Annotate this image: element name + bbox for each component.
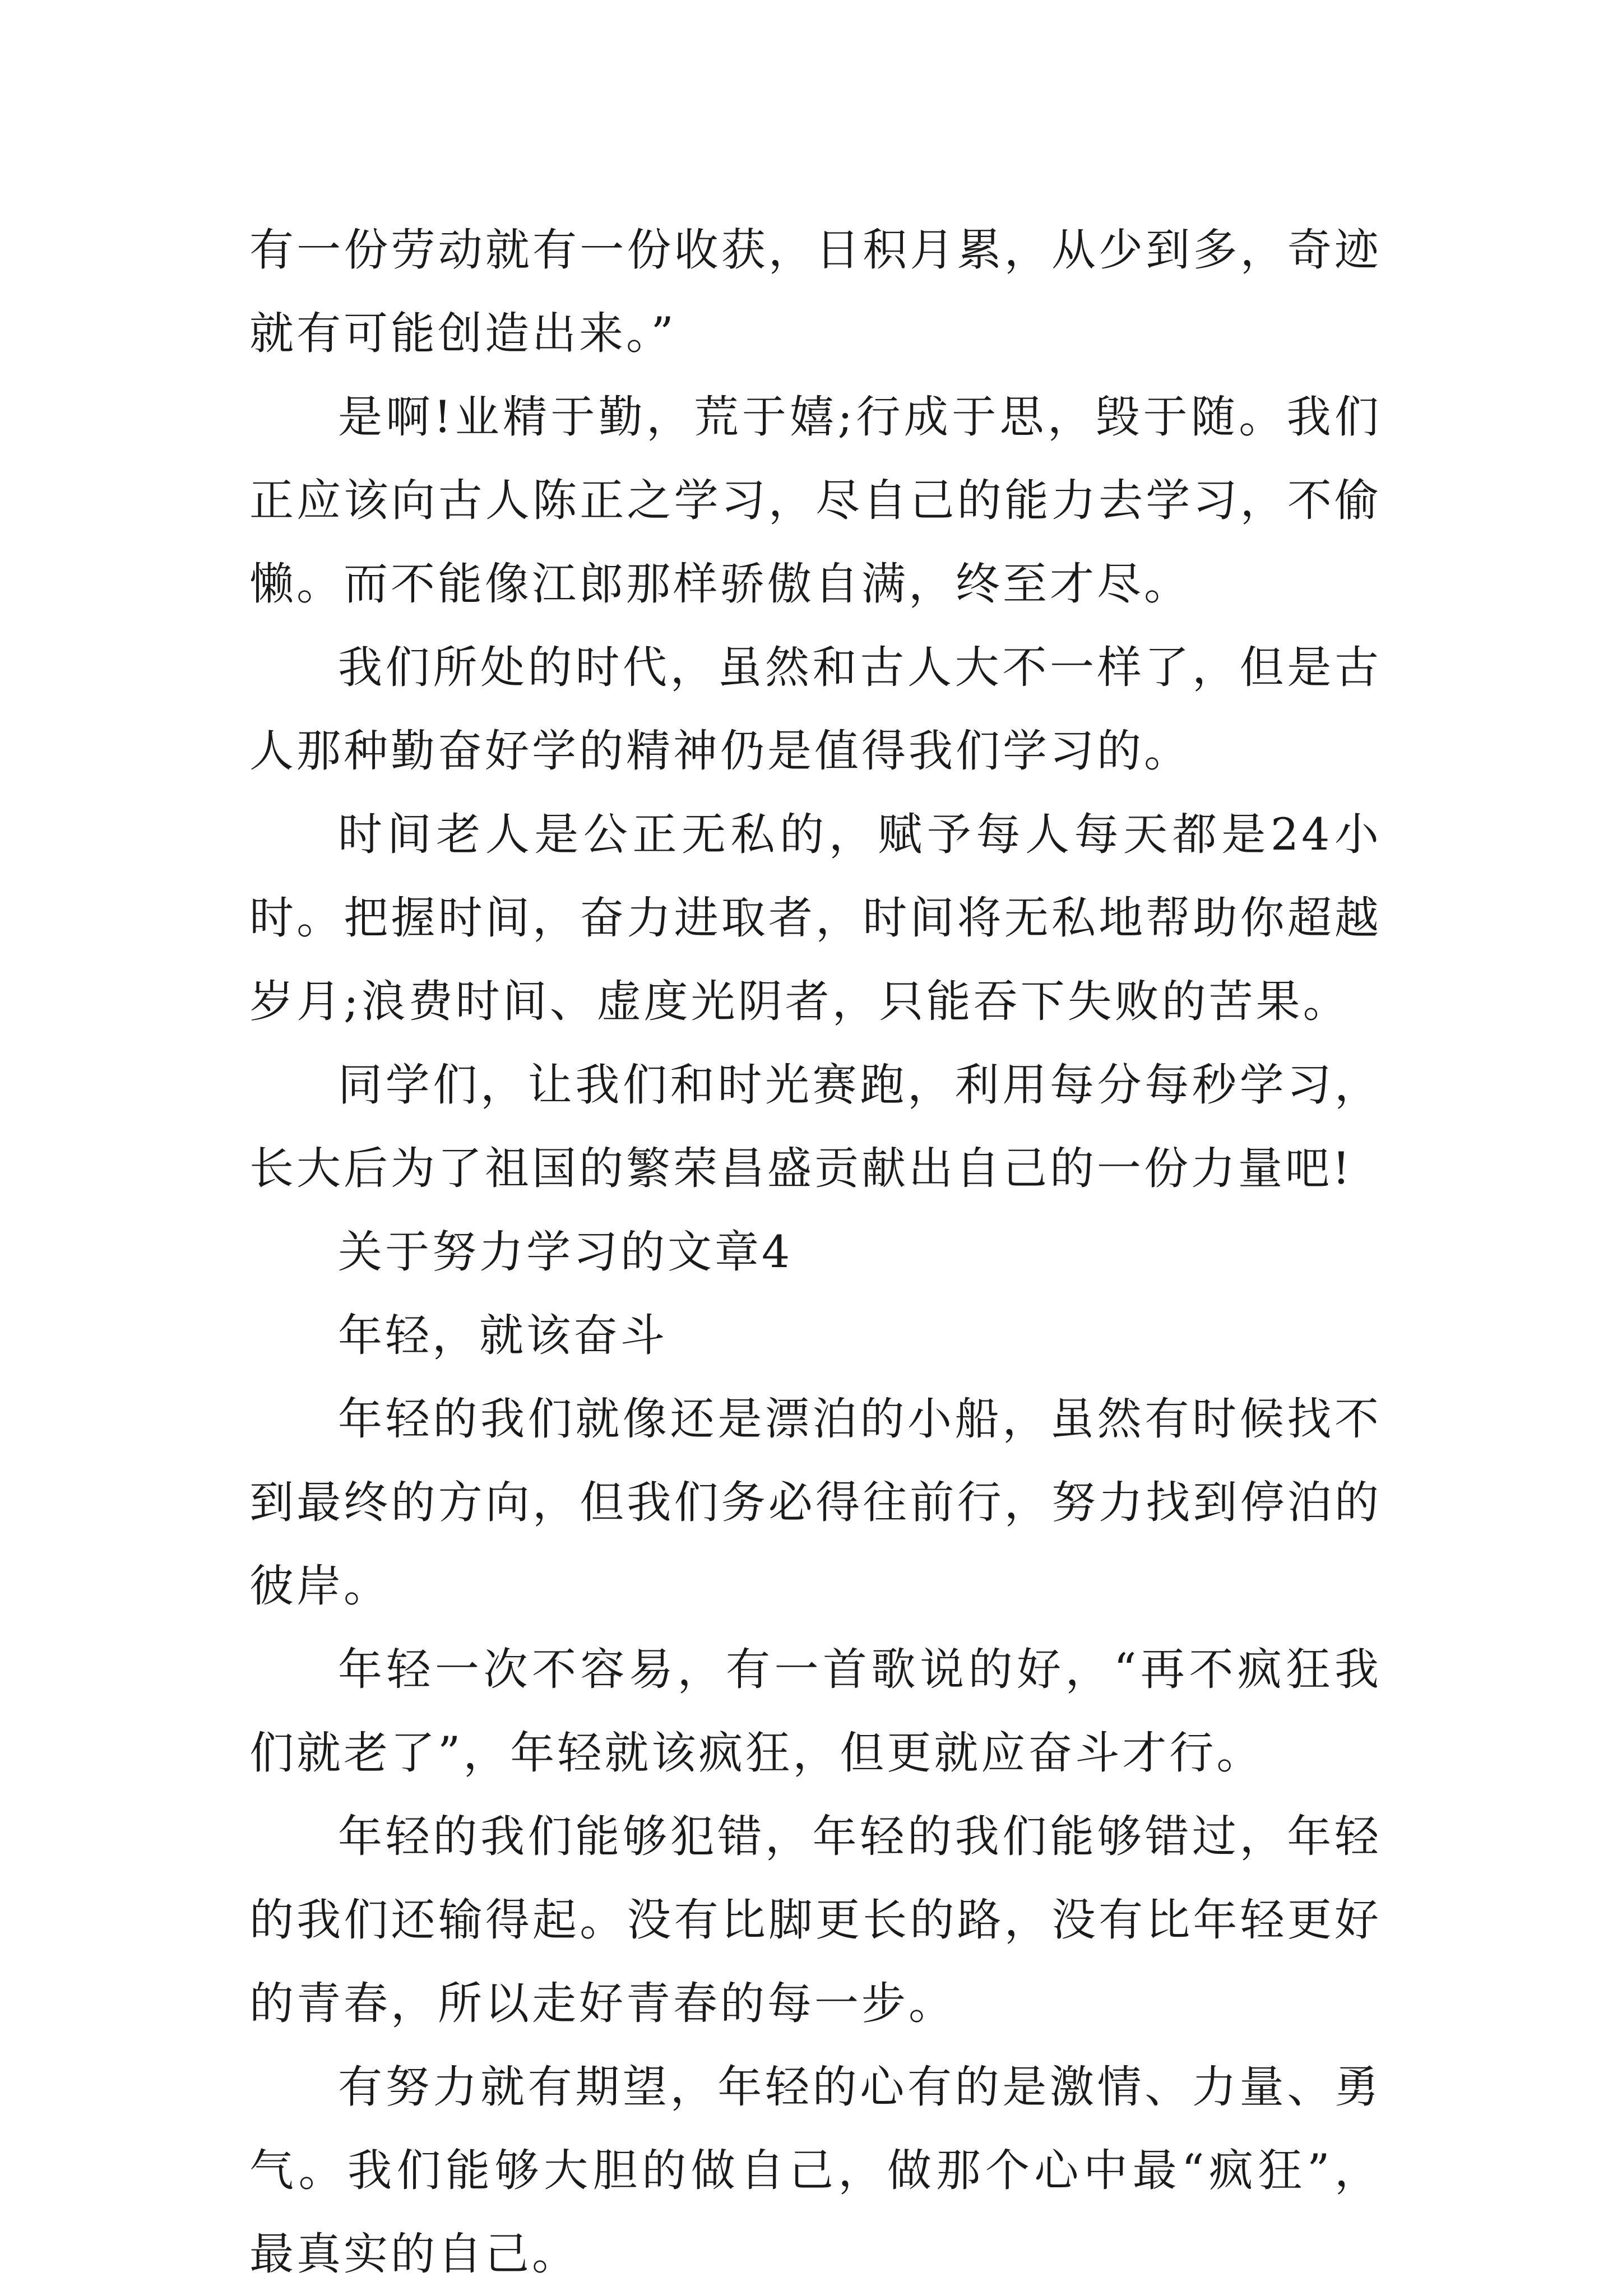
article-heading: 关于努力学习的文章4 <box>338 1226 793 1278</box>
article-title: 年轻，就该奋斗 <box>338 1310 668 1361</box>
paragraph: 年轻的我们能够犯错，年轻的我们能够错过，年轻的我们还输得起。没有比脚更长的路，没有比年轻更好的青春，所以走好青春的每一步。 <box>249 1811 1382 2029</box>
paragraph: 有努力就有期望，年轻的心有的是激情、力量、勇气。我们能够大胆的做自己，做那个心中最“疯狂”，最真实的自己。 <box>249 2061 1382 2280</box>
paragraph-continuation: 有一份劳动就有一份收获，日积月累，从少到多，奇迹就有可能创造出来。” <box>249 224 1382 359</box>
paragraph: 年轻一次不容易，有一首歌说的好，“再不疯狂我们就老了”，年轻就该疯狂，但更就应奋斗才行。 <box>249 1644 1382 1779</box>
paragraph: 我们所处的时代，虽然和古人大不一样了，但是古人那种勤奋好学的精神仍是值得我们学习的。 <box>249 642 1382 777</box>
document-body <box>249 208 1382 2296</box>
paragraph: 是啊!业精于勤，荒于嬉;行成于思，毁于随。我们正应该向古人陈正之学习，尽自己的能力去学习，不偷懒。而不能像江郎那样骄傲自满，终至才尽。 <box>249 391 1382 610</box>
paragraph: 年轻的我们就像还是漂泊的小船，虽然有时候找不到最终的方向，但我们务必得往前行，努力找到停泊的彼岸。 <box>249 1393 1382 1612</box>
paragraph: 时间老人是公正无私的，赋予每人每天都是24小时。把握时间，奋力进取者，时间将无私地帮助你超越岁月;浪费时间、虚度光阴者，只能吞下失败的苦果。 <box>249 809 1382 1027</box>
paragraph: 同学们，让我们和时光赛跑，利用每分每秒学习，长大后为了祖国的繁荣昌盛贡献出自己的一份力量吧! <box>249 1059 1382 1194</box>
